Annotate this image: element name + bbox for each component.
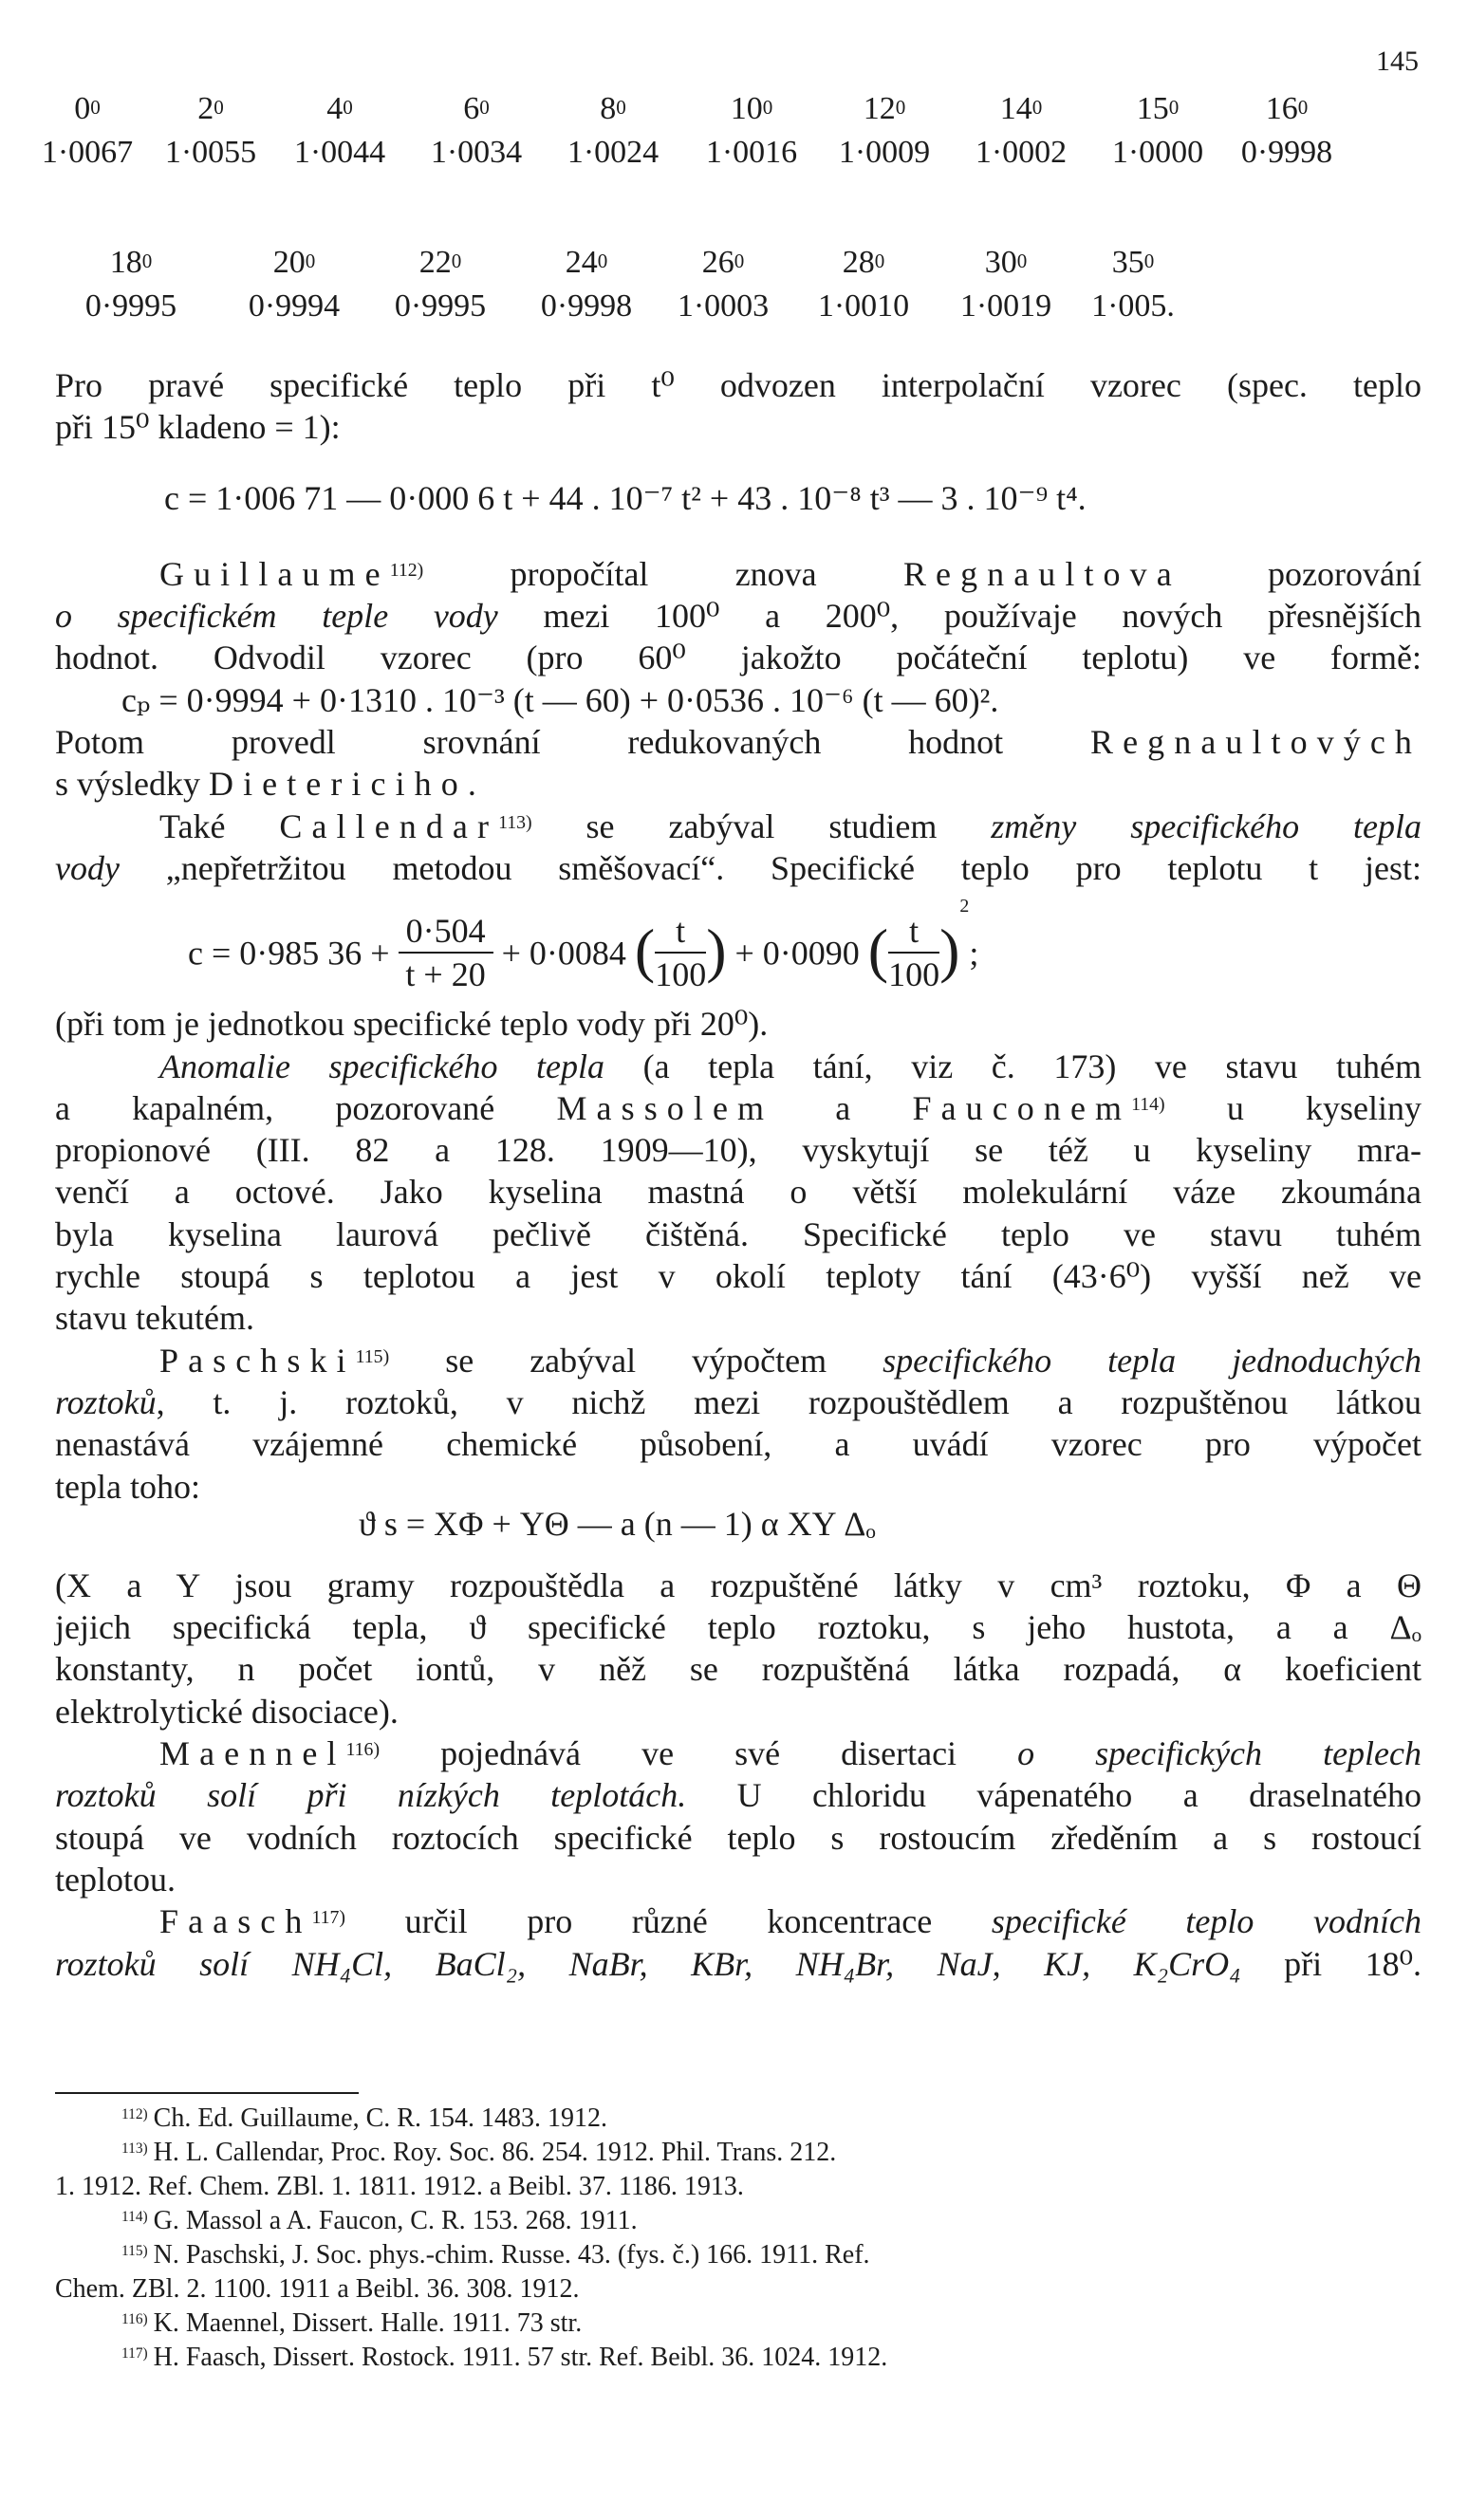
text-line: konstanty, n počet iontů, v něž se rozpuštěná látka rozpadá, α koeficient	[55, 1650, 1422, 1689]
footnote-text: Chem. ZBl. 2. 1100. 1911 a Beibl. 36. 308. 1912.	[55, 2274, 580, 2304]
text-line: při 15⁰ kladeno = 1):	[55, 408, 341, 447]
table-value-cell: 1·0044	[293, 135, 386, 170]
text-line: tepla toho:	[55, 1467, 200, 1506]
footnote-line	[55, 2102, 1422, 2136]
page-number: 145	[1376, 46, 1419, 77]
paragraph-faasch: Faasch$^{117)}$ určil pro různé koncentrace specifické teplo vodních	[159, 1902, 1422, 1941]
text-line: hodnot. Odvodil vzorec (pro 60⁰ jakožto počáteční teplotu) ve formě:	[55, 639, 1422, 677]
footnote-number: 112)	[121, 2106, 148, 2122]
table-header-cell: $0^0$	[74, 91, 101, 126]
formula-callendar: c = 0·985 36 + $\frac{0\cdot 504}{t + 20}$ + 0·0084 ( $\frac{t}{100}$ ) + 0·0090 ( $\frac{t}{100}$ )$^2$;	[188, 896, 979, 994]
table-value-cell: 0·9995	[394, 288, 487, 324]
footnote-number: 114)	[121, 2209, 148, 2225]
text-line: a kapalném, pozorované Massolem a Fauconem$^{114)}$ u kyseliny	[55, 1088, 1422, 1127]
table-value-cell: 1·0055	[164, 135, 257, 170]
fraction: $\frac{0\cdot 504}{t + 20}$	[399, 910, 493, 995]
paragraph-callendar: Také Callendar$^{113)}$ se zabýval studiem změny specifického tepla	[159, 806, 1422, 845]
text-line: nenastává vzájemné chemické působení, a uvádí vzorec pro výpočet	[55, 1425, 1422, 1464]
footnote-line	[55, 2307, 1422, 2341]
footnote-line	[55, 2170, 1422, 2204]
table-header-cell: $20^0$	[272, 245, 316, 280]
table-header-cell: $26^0$	[701, 245, 745, 280]
text-line: roztoků solí při nízkých teplotách. U chloridu vápenatého a draselnatého	[55, 1776, 1422, 1815]
table-value-cell: 1·0034	[430, 135, 523, 170]
table-value-cell: 1·0067	[41, 135, 134, 170]
table-value-cell: 1·0009	[838, 135, 931, 170]
formula-guillaume: cₚ = 0·9994 + 0·1310 . 10⁻³ (t — 60) + 0·0536 . 10⁻⁶ (t — 60)².	[121, 680, 999, 719]
table-header-cell: $35^0$	[1111, 245, 1155, 280]
text-line: propionové (III. 82 a 128. 1909—10), vyskytují se též u kyseliny mra-	[55, 1131, 1422, 1170]
specific-heat-table-2	[49, 241, 1425, 328]
text-line: rychle stoupá s teplotou a jest v okolí teploty tání (43·6⁰) vyšší než ve	[55, 1257, 1422, 1296]
footnote-text: K. Maennel, Dissert. Halle. 1911. 73 str.	[153, 2308, 583, 2338]
formula-interpolation: c = 1·006 71 — 0·000 6 t + 44 . 10⁻⁷ t² + 43 . 10⁻⁸ t³ — 3 . 10⁻⁹ t⁴.	[164, 478, 1087, 517]
specific-heat-table	[41, 87, 1425, 175]
table-header-cell: $18^0$	[109, 245, 153, 280]
table-value-cell: 1·0010	[817, 288, 910, 324]
table-value-row-2	[49, 285, 1425, 328]
text-line: Potom provedl srovnání redukovaných hodnot Regnaultových	[55, 723, 1422, 762]
footnote-line	[55, 2204, 1422, 2238]
table-header-cell: $10^0$	[730, 91, 773, 126]
table-value-cell: 1·0016	[705, 135, 798, 170]
table-value-cell: 0·9995	[84, 288, 177, 324]
text-line: stavu tekutém.	[55, 1299, 254, 1338]
table-header-cell: $12^0$	[863, 91, 906, 126]
table-value-row-1	[41, 131, 1425, 175]
table-header-cell: $14^0$	[999, 91, 1043, 126]
footnote-text: 1. 1912. Ref. Chem. ZBl. 1. 1811. 1912. a Beibl. 37. 1186. 1913.	[55, 2172, 744, 2201]
text-line: stoupá ve vodních roztocích specifické teplo s rostoucím zředěním a s rostoucí	[55, 1818, 1422, 1857]
table-value-cell: 1·005.	[1091, 288, 1175, 324]
table-header-cell: $16^0$	[1265, 91, 1309, 126]
footnote-text: G. Massol a A. Faucon, C. R. 153. 268. 1911.	[153, 2206, 638, 2235]
formula-paschski: ϑ s = XΦ + YΘ — a (n — 1) α XY Δₒ	[359, 1504, 876, 1543]
paragraph-anomalie: Anomalie specifického tepla (a tepla tání, viz č. 173) ve stavu tuhém	[159, 1047, 1422, 1085]
footnote-line	[55, 2238, 1422, 2272]
footnote-divider	[55, 2092, 359, 2094]
paragraph-guillaume: Guillaume$^{112)}$ propočítal znova Regnaultova pozorování	[159, 554, 1422, 593]
text-line: roztoků, t. j. roztoků, v nichž mezi rozpouštědlem a rozpuštěnou látkou	[55, 1382, 1422, 1421]
table-value-cell: 1·0002	[975, 135, 1068, 170]
table-value-cell: 1·0019	[959, 288, 1052, 324]
table-value-cell: 0·9998	[540, 288, 633, 324]
footnote-line	[55, 2272, 1422, 2307]
fraction: $\frac{t}{100}$	[888, 912, 940, 994]
table-header-cell: $24^0$	[565, 245, 608, 280]
body-text	[55, 364, 1422, 1985]
footnote-number: 113)	[121, 2140, 148, 2157]
text-line: (X a Y jsou gramy rozpouštědla a rozpuštěné látky v cm³ roztoku, Φ a Θ	[55, 1566, 1422, 1604]
table-value-cell: 0·9994	[248, 288, 341, 324]
text-line: roztoků solí NH₄Cl, BaCl₂, NaBr, KBr, NH₄Br, NaJ, KJ, K₂CrO₄ při 18⁰.	[55, 1944, 1422, 1983]
footnote-line	[55, 2136, 1422, 2170]
text-line: s výsledky Dietericiho.	[55, 765, 476, 804]
table-header-row-2	[49, 241, 1425, 285]
paragraph-paschski: Paschski$^{115)}$ se zabýval výpočtem specifického tepla jednoduchých	[159, 1341, 1422, 1380]
table-header-cell: $4^0$	[326, 91, 353, 126]
footnotes	[55, 2102, 1422, 2375]
text-line: (při tom je jednotkou specifické teplo vody při 20⁰).	[55, 1005, 769, 1044]
table-header-cell: $22^0$	[418, 245, 462, 280]
table-header-cell: $28^0$	[842, 245, 885, 280]
table-header-row-1	[49, 87, 1425, 131]
text-line: byla kyselina laurová pečlivě čištěná. Specifické teplo ve stavu tuhém	[55, 1214, 1422, 1253]
footnote-text: H. Faasch, Dissert. Rostock. 1911. 57 str. Ref. Beibl. 36. 1024. 1912.	[153, 2343, 888, 2372]
table-value-cell: 1·0003	[677, 288, 770, 324]
footnote-line	[55, 2341, 1422, 2375]
footnote-text: H. L. Callendar, Proc. Roy. Soc. 86. 254. 1912. Phil. Trans. 212.	[153, 2138, 837, 2167]
table-value-cell: 1·0024	[567, 135, 660, 170]
text-line: o specifickém teple vody mezi 100⁰ a 200⁰, používaje nových přesnějších	[55, 597, 1422, 636]
table-header-cell: $2^0$	[197, 91, 224, 126]
text-line: elektrolytické disociace).	[55, 1692, 399, 1731]
text-line: venčí a octové. Jako kyselina mastná o větší molekulární váze zkoumána	[55, 1173, 1422, 1212]
table-header-cell: $6^0$	[463, 91, 490, 126]
paragraph-maennel: Maennel$^{116)}$ pojednává ve své disertaci o specifických teplech	[159, 1734, 1422, 1773]
table-header-cell: $15^0$	[1136, 91, 1180, 126]
footnote-text: N. Paschski, J. Soc. phys.-chim. Russe. 43. (fys. č.) 166. 1911. Ref.	[153, 2240, 870, 2270]
footnote-number: 115)	[121, 2243, 148, 2259]
footnote-text: Ch. Ed. Guillaume, C. R. 154. 1483. 1912.	[153, 2103, 607, 2133]
text-line: Pro pravé specifické teplo při t⁰ odvozen interpolační vzorec (spec. teplo	[55, 366, 1422, 404]
fraction: $\frac{t}{100}$	[655, 912, 707, 994]
text-line: teplotou.	[55, 1860, 176, 1899]
table-header-cell: $8^0$	[600, 91, 626, 126]
footnote-number: 117)	[121, 2345, 148, 2362]
text-line: vody „nepřetržitou metodou směšovací“. Specifické teplo pro teplotu t jest:	[55, 848, 1422, 887]
text-line: jejich specifická tepla, ϑ specifické teplo roztoku, s jeho hustota, a a Δₒ	[55, 1608, 1422, 1647]
footnote-number: 116)	[121, 2311, 148, 2327]
table-value-cell: 1·0000	[1111, 135, 1204, 170]
table-value-cell: 0·9998	[1240, 135, 1333, 170]
table-header-cell: $30^0$	[984, 245, 1028, 280]
